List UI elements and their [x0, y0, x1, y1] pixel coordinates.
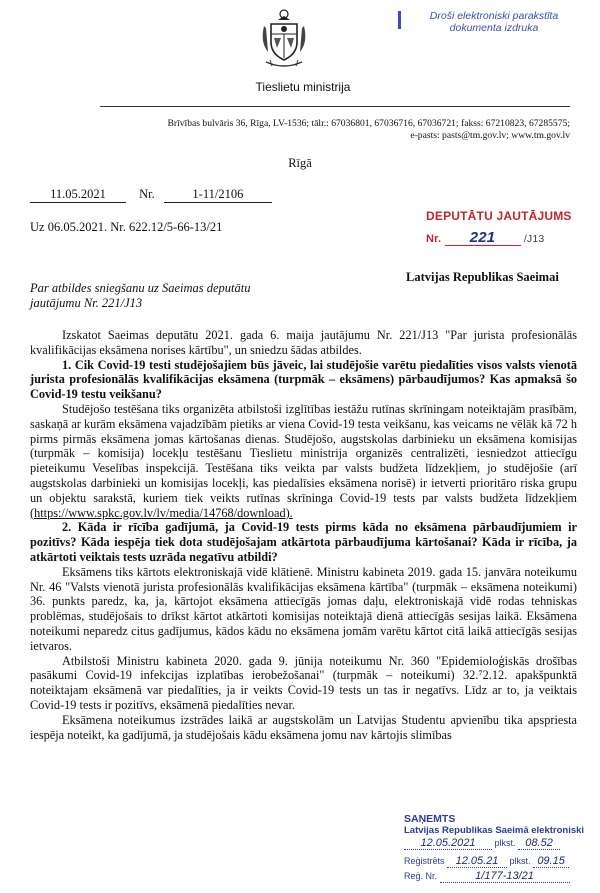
answer-2-paragraph-1: Eksāmens tiks kārtots elektroniskajā vidē klātienē. Ministru kabineta 2019. gada 15. janvāra noteikumu Nr. 46 "Valsts vienotā jurista profesionālās kvalifikācijas eksāmena kārtība" (turpmāk – eksāmena noteikumi) 36. punkts paredz, ka, ja, kārtojot eksāmena attiecīgās jomas daļu, elektroniskajā vidē rodas tehniskas problēmas, studējošais to drīkst kārtot atkārtoti komisijas noteiktajā dienā attiecīgās sesijas laikā. Eksāmena noteikumi neparedz citus gadījumus, kādos kādu no eksāmena jomām varētu kārtot citā laikā attiecīgās sesijas ietvaros. [30, 564, 577, 653]
date-number-line [30, 187, 272, 203]
number-label: Nr. [139, 187, 155, 201]
question-2: 2. Kāda ir rīcība gadījumā, ja Covid-19 tests pirms kāda no eksāmena pārbaudījumiem ir pozitīvs? Kāda iespēja tiek dota studējošajam atkārtota pārbaudījuma kārtošanai? Kāda ir rīcība, ja atkārtoti veiktais tests uzrāda negatīvu atbildi? [30, 520, 577, 564]
ministry-name: Tieslietu ministrija [255, 80, 351, 94]
received-stamp [404, 814, 594, 893]
answer-2-paragraph-2: Atbilstoši Ministru kabineta 2020. gada 9. jūnija noteikumu Nr. 360 "Epidemioloģiskās drošības pasākumi Covid-19 infekcijas izplatības ierobežošanai" (turpmāk – noteikumi) 32.⁷2.12. apakšpunktā noteiktajam eksāmenā var piedalīties, ja ir veikts Covid-19 tests un tas ir negatīvs. Līdz ar to, ja veiktais Covid-19 tests ir pozitīvs, eksāmenā piedalīties nevar. [30, 653, 577, 712]
coat-of-arms-icon [258, 8, 310, 72]
registered-date: 12.05.21 [447, 856, 507, 868]
e-signature-stamp [404, 10, 584, 34]
document-subject [30, 281, 290, 311]
body-paragraph-intro: Izskatot Saeimas deputātu 2021. gada 6. maija jautājumu Nr. 221/J13 "Par jurista profesionālās kvalifikācijas eksāmena norises kārtību", un sniedzu šādas atbildes. [30, 328, 577, 357]
deputy-stamp-nr-label: Nr. [426, 233, 442, 245]
received-time-label: plkst. [494, 838, 516, 848]
header-divider [100, 106, 570, 107]
ministry-address [100, 118, 570, 142]
recipient: Latvijas Republikas Saeimai [406, 270, 559, 284]
received-subtitle: Latvijas Republikas Saeimā elektroniski [404, 825, 585, 836]
deputy-stamp-suffix: /J13 [523, 233, 545, 245]
e-signature-line2: dokumenta izdruka [449, 22, 539, 34]
reference-line: Uz 06.05.2021. Nr. 622.12/5-66-13/21 [30, 220, 223, 234]
received-title: SAŅEMTS [404, 813, 456, 825]
registered-time-label: plkst. [509, 856, 531, 866]
deputy-question-stamp [426, 209, 576, 246]
registered-label: Reģistrēts [404, 856, 445, 866]
answer-1 [30, 402, 577, 520]
address-line2: e-pasts: pasts@tm.gov.lv; www.tm.gov.lv [410, 130, 570, 141]
deputy-stamp-title: DEPUTĀTU JAUTĀJUMS [426, 209, 572, 223]
registered-time: 09.15 [533, 856, 569, 868]
subject-line2: jautājumu Nr. 221/J13 [30, 296, 143, 310]
address-line1: Brīvības bulvāris 36, Rīga, LV-1536; tālr.: 67036801, 67036716, 67036721; fakss: 67210823, 67285575; [167, 118, 570, 129]
e-signature-line1: Droši elektroniski parakstīta [404, 10, 584, 22]
letter-body [30, 328, 577, 742]
document-number: 1-11/2106 [164, 187, 272, 203]
received-date: 12.05.2021 [404, 838, 492, 850]
question-1: 1. Cik Covid-19 testi studējošajiem būs jāveic, lai studējošie varētu piedalīties visos valsts vienotā jurista profesionālās kvalifikācijas eksāmena (turpmāk – eksāmens) pārbaudījumos? Kas apmaksā šo Covid-19 testu veikšanu? [30, 357, 577, 402]
subject-line1: Par atbildes sniegšanu uz Saeimas deputātu [30, 281, 251, 295]
spkc-link[interactable]: (https://www.spkc.gov.lv/lv/media/14768/download). [30, 505, 293, 520]
answer-1-text: Studējošo testēšana tiks organizēta atbilstoši izglītības iestāžu rutīnas skrīningam noteiktajām prasībām, saskaņā ar kurām eksāmena vajadzībām pietiks ar viena Covid-19 testa veikšanu, kas veicams ne vēlāk kā 72 h pirms pirmās eksāmena jomas kārtošanas dienas. Studējošo, augstskolas darbinieku un eksāmena komisijas (turpmāk – komisija) locekļu testēšanu Tieslietu ministrija organizēs centralizēti, iesniedzot attiecīgu pieteikumu Veselības inspekcijā. Testēšana tiks veikta par valsts budžeta līdzekļiem, jo studējošie (arī augstskolas darbinieki un komisijas locekļi, kas piedalīsies eksāmena norisē) ir ietverti prioritāro riska grupu un objektu sarakstā, kuriem tiek veikts rutīnas skrīninga Covid-19 tests par valsts budžeta līdzekļiem [30, 401, 577, 505]
document-date: 11.05.2021 [30, 187, 126, 203]
deputy-stamp-nr-value: 221 [445, 231, 521, 246]
city: Rīgā [288, 156, 312, 170]
registration-number: 1/177-13/21 [440, 871, 570, 883]
received-time: 08.52 [518, 838, 560, 850]
answer-2-paragraph-3: Eksāmena noteikumus izstrādes laikā ar augstskolām un Latvijas Studentu apvienību tika apspriesta iespēja noteikt, ka gadījumā, ja studējošais kādu eksāmena jomu nav kārtojis slimības [30, 712, 577, 742]
registration-number-label: Reģ. Nr. [404, 871, 438, 881]
